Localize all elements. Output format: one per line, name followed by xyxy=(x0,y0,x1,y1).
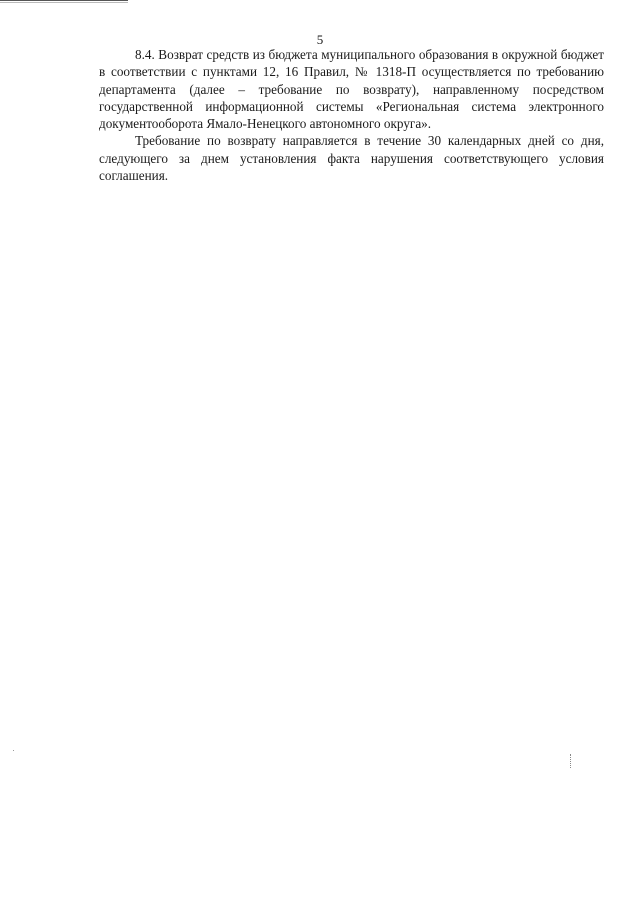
paragraph-return-demand: Требование по возврату направляется в течение 30 календарных дней со дня, следующего за днем установления факта нарушения соответствующего условия соглашения. xyxy=(99,133,604,184)
scan-artifact-ticks xyxy=(570,754,572,768)
paragraph-8-4: 8.4. Возврат средств из бюджета муниципального образования в окружной бюджет в соответствии с пунктами 12, 16 Правил, № 1318-П осуществляется по требованию департамента (далее – требование по возврату), направленному посредством государственной информационной системы «Региональная система электронного документооборота Ямало-Ненецкого автономного округа». xyxy=(99,47,604,132)
page-number: 5 xyxy=(316,32,324,47)
scan-edge-mark xyxy=(0,0,128,3)
scan-artifact-dot xyxy=(13,750,14,751)
document-body xyxy=(99,46,604,184)
